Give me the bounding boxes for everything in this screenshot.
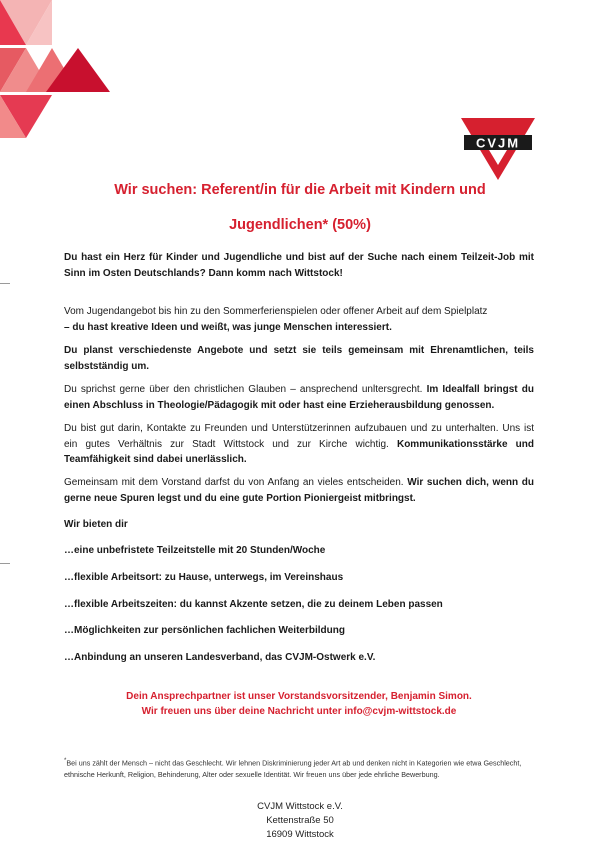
- contact-email: Wir freuen uns über deine Nachricht unter info@cvjm-wittstock.de: [141, 706, 457, 717]
- paragraph-5-bold: Wir suchen dich, wenn du gerne neue Spuren legst und du eine gute Portion Pioniergeist mitbringst.: [64, 477, 534, 504]
- offer-item: …flexible Arbeitszeiten: du kannst Akzente setzen, die zu deinem Leben passen: [64, 599, 443, 610]
- address-org: CVJM Wittstock e.V.: [257, 801, 343, 812]
- paragraph-3: [64, 382, 534, 413]
- decorative-triangles: [0, 0, 115, 142]
- paragraph-3-normal: Du sprichst gerne über den christlichen Glauben – ansprechend unltersgrecht.: [64, 384, 423, 395]
- job-title-line-2: Jugendlichen* (50%): [229, 217, 371, 233]
- paragraph-2: Du planst verschiedenste Angebote und setzt sie teils gemeinsam mit Ehrenamtlichen, teils selbstständig um.: [64, 345, 534, 372]
- paragraph-5: [64, 475, 534, 506]
- logo-text: CVJM: [475, 135, 521, 151]
- contact-person: Dein Ansprechpartner ist unser Vorstandsvorsitzender, Benjamin Simon.: [126, 691, 472, 702]
- offer-item: …eine unbefristete Teilzeitstelle mit 20 Stunden/Woche: [64, 545, 326, 556]
- fold-mark: [0, 283, 10, 284]
- intro-text: Du hast ein Herz für Kinder und Jugendliche und bist auf der Suche nach einem Teilzeit-Job mit Sinn im Osten Deutschlands? Dann komm nach Wittstock!: [64, 252, 534, 279]
- paragraph-4: [64, 421, 534, 468]
- footnote-text: Bei uns zählt der Mensch – nicht das Geschlecht. Wir lehnen Diskriminierung jeder Art ab und denken nicht in Kategorien wie etwa Geschlecht, ethnische Herkunft, Religion, Behinderung, Alter oder sexuelle Identität. Wir freuen uns über jede ehrliche Bewerbung.: [64, 758, 522, 780]
- offer-item: …flexible Arbeitsort: zu Hause, unterwegs, im Vereinshaus: [64, 572, 344, 583]
- offer-item: …Möglichkeiten zur persönlichen fachlichen Weiterbildung: [64, 625, 345, 636]
- paragraph-1-normal: Vom Jugendangebot bis hin zu den Sommerferienspielen oder offener Arbeit auf dem Spielplatz: [64, 306, 488, 317]
- offer-item: …Anbindung an unseren Landesverband, das CVJM-Ostwerk e.V.: [64, 652, 376, 663]
- job-title-line-1: Wir suchen: Referent/in für die Arbeit mit Kindern und: [114, 182, 486, 198]
- address-street: Kettenstraße 50: [266, 815, 334, 826]
- footnote: [64, 755, 534, 781]
- paragraph-4-normal: Du bist gut darin, Kontakte zu Freunden und Unterstützerinnen aufzubauen und zu unterhalten. Uns ist ein gutes Verhältnis zur Stadt Wittstock und zur Kirche wichtig.: [64, 423, 534, 450]
- address-city: 16909 Wittstock: [266, 829, 334, 840]
- paragraph-1-bold: – du hast kreative Ideen und weißt, was junge Menschen interessiert.: [64, 321, 392, 333]
- fold-mark: [0, 563, 10, 564]
- footnote-mark: *: [64, 758, 67, 764]
- cvjm-logo: [461, 118, 535, 180]
- paragraph-1: [64, 304, 534, 335]
- paragraph-3-bold: Im Idealfall bringst du einen Abschluss in Theologie/Pädagogik mit oder hast eine Erzieherausbildung genossen.: [64, 384, 534, 411]
- paragraph-5-normal: Gemeinsam mit dem Vorstand darfst du von Anfang an vieles entscheiden.: [64, 477, 404, 488]
- offers-heading: Wir bieten dir: [64, 519, 128, 530]
- paragraph-4-bold: Kommunikationsstärke und Teamfähigkeit sind dabei unerlässlich.: [64, 438, 534, 465]
